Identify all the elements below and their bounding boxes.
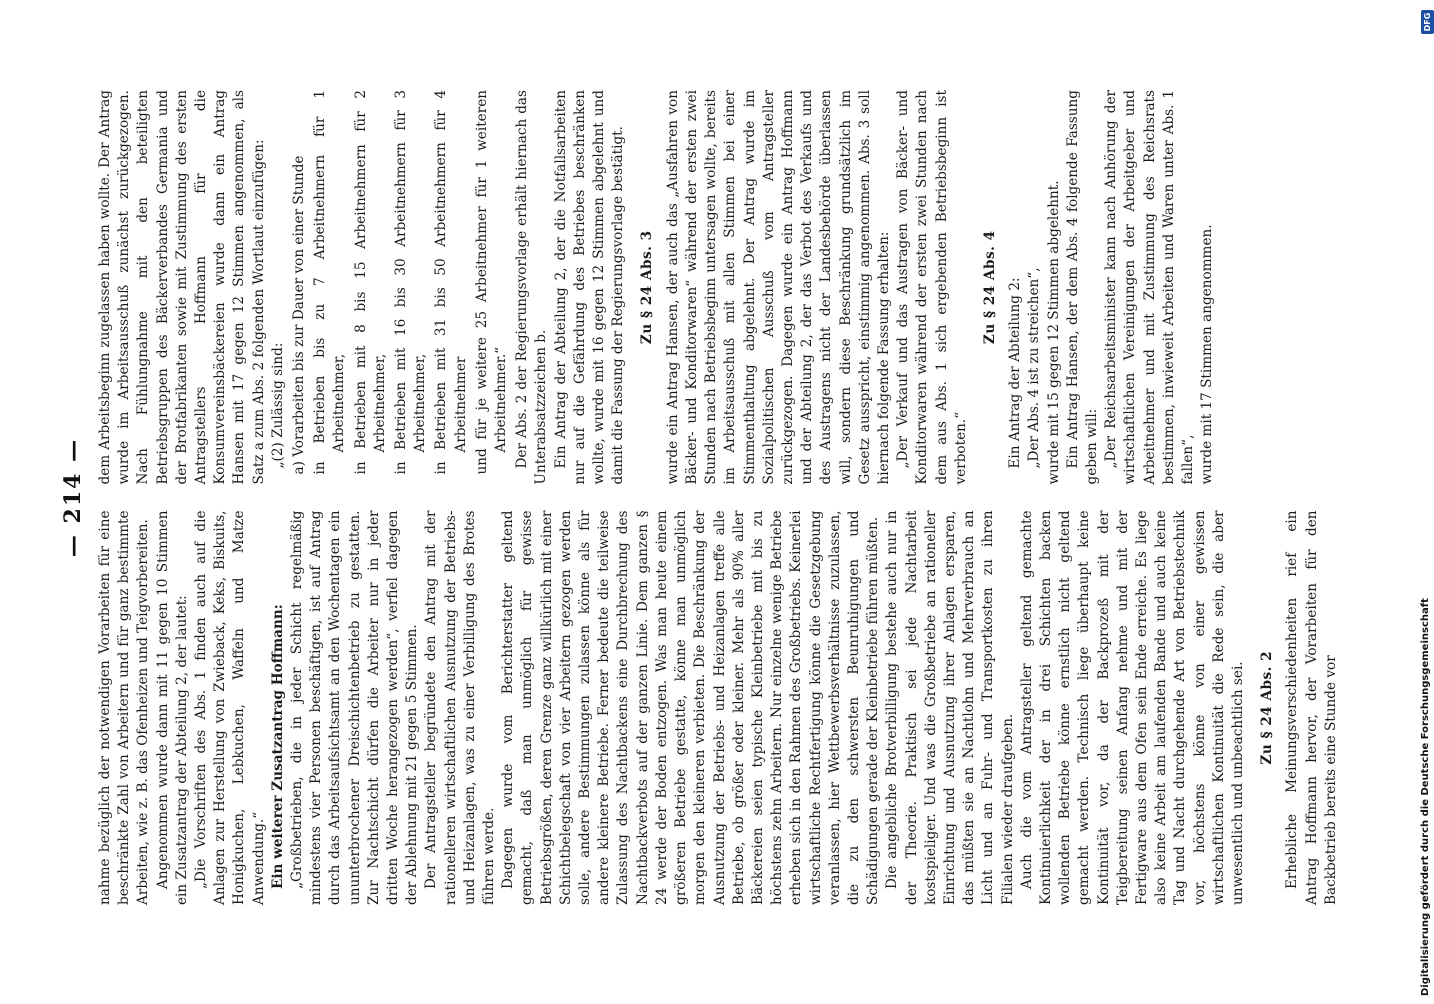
text-columns [96, 90, 1341, 905]
quote-paragraph: „Die Vorschriften des Abs. 1 finden auch auf die Anlagen zur Herstellung von Zwieback, Keks, Biskuits, Honigkuchen, Lebkuchen, Waffeln und Matze Anwendung.“ [193, 510, 267, 905]
funding-note-text: Digitalisierung gefördert durch die Deutsche Forschungsgemeinschaft [1420, 598, 1431, 996]
paragraph: wurde mit 15 gegen 12 Stimmen abgelehnt. [1045, 180, 1062, 485]
right-column [96, 90, 1341, 485]
list-item: a) Vorarbeiten bis zur Dauer von einer Stunde [291, 155, 308, 475]
quote-paragraph: „Der Abs. 4 ist zu streichen“, [1026, 267, 1043, 469]
paragraph: wurde ein Antrag Hansen, der auch das „Ausfahren von Bäcker- und Konditorwaren“ während der ersten zwei Stunden nach Betriebsbeginn untersagen wollte, bereits im Arbeitsausschuß mit allen Stimmen bei einer Stimmenthaltung abgelehnt. Der Antrag wurde im Sozialpolitischen Ausschuß vom Antragsteller zurückgezogen. Dagegen wurde ein Antrag Hoffmann und der Abteilung 2, der das Verbot des Verkaufs und des Austragens nicht der Landesbehörde überlassen will, sondern diese Beschränkung grundsätzlich im Gesetz ausspricht, einstimmig angenommen. Abs. 3 soll hiernach folgende Fassung erhalten: [664, 90, 892, 485]
section-heading: Zu § 24 Abs. 2 [1259, 650, 1276, 765]
provision-list [290, 90, 511, 475]
paragraph: wurde mit 17 Stimmen angenommen. [1199, 224, 1216, 485]
list-item: in Betrieben mit 31 bis 50 Arbeitnehmern für 4 Arbeitnehmer [433, 90, 469, 475]
list-item: in Betrieben mit 16 bis 30 Arbeitnehmern für 3 Arbeitnehmer, [393, 90, 429, 475]
paragraph: Erhebliche Meinungsverschiedenheiten rief ein Antrag Hoffmann hervor, der Vorarbeiten für den Backbetrieb bereits eine Stunde vor [1284, 510, 1339, 905]
paragraph: Auch die vom Antragsteller geltend gemachte Kontinuierlichkeit der in drei Schichten backen wollenden Betriebe könne ernstlich nicht geltend gemacht werden. Technisch liege überhaupt keine Kontinuität vor, da der Backprozeß mit der Teigbereitung seinen Anfang nehme und mit der Fertigware aus dem Ofen sein Ende erreiche. Es liege also keine Arbeit am laufenden Bande und auch keine Tag und Nacht durchgehende Art von Betriebstechnik vor, höchstens könne von einer gewissen wirtschaftlichen Kontinuität die Rede sein, die aber unwesentlich und unbeachtlich sei. [1018, 510, 1246, 905]
quote-paragraph: „Der Verkauf und das Austragen von Bäcker- und Konditorwaren während der ersten zwei Stunden nach dem aus Abs. 1 sich ergebenden Betriebsbeginn ist verboten.“ [895, 90, 969, 485]
section-heading: Zu § 24 Abs. 3 [639, 230, 656, 345]
left-column [96, 511, 1341, 906]
paragraph: Ein Antrag Hansen, der dem Abs. 4 folgende Fassung geben will: [1064, 90, 1100, 485]
dfg-logo [1421, 10, 1434, 34]
page-number: — 214 — [60, 437, 86, 558]
funding-note [1420, 4, 1434, 1000]
dfg-logo-text: DFG [1423, 12, 1432, 32]
subheading: Ein weiterer Zusatzantrag Hoffmann: [269, 604, 286, 889]
paragraph: Der Antragsteller begründete den Antrag mit der rationelleren wirtschaftlichen Ausnutzung der Betriebs- und Heizanlagen, was zu einer Verbilligung des Brotes führen werde. [423, 510, 498, 905]
paragraph: dem Arbeitsbeginn zugelassen haben wollte. Der Antrag wurde im Arbeitsausschuß zunächst zurückgezogen. Nach Fühlungnahme mit den beteiligten Betriebsgruppen des Bäckerverbandes Germania und der Brotfabrikanten sowie mit Zustimmung des ersten Antragstellers Hoffmann für die Konsumvereinsbäckereien wurde dann ein Antrag Hansen mit 17 gegen 12 Stimmen angenommen, als Satz a zum Abs. 2 folgenden Wortlaut einzufügen: [97, 90, 267, 485]
paragraph: Ein Antrag der Abteilung 2: [1007, 277, 1024, 469]
section-heading: Zu § 24 Abs. 4 [981, 230, 998, 345]
quote-paragraph: „Der Reichsarbeitsminister kann nach Anhörung der wirtschaftlichen Vereinigungen der Arbeitgeber und Arbeitnehmer und mit Zustimmung des Reichsrats bestimmen, inwieweit Arbeiten und Waren unter Abs. 1 fallen“, [1103, 90, 1196, 485]
list-item: in Betrieben bis zu 7 Arbeitnehmern für 1 Arbeitnehmer, [312, 90, 348, 475]
paragraph: Angenommen wurde dann mit 11 gegen 10 Stimmen ein Zusatzantrag der Abteilung 2, der lautet: [154, 510, 190, 905]
paragraph: Der Abs. 2 der Regierungsvorlage erhält hiernach das Unterabsatzzeichen b. [514, 90, 550, 485]
list-item: in Betrieben mit 8 bis 15 Arbeitnehmern für 2 Arbeitnehmer, [352, 90, 388, 475]
paragraph: Ein Antrag der Abteilung 2, der die Notfallsarbeiten nur auf die Gefährdung des Betriebes beschränken wollte, wurde mit 16 gegen 12 Stimmen abgelehnt und damit die Fassung der Regierungsvorlage bestätigt. [552, 90, 627, 485]
paragraph: Die angebliche Brotverbilligung bestehe auch nur in der Theorie. Praktisch sei jede Nachtarbeit kostspieliger. Und was die Großbetriebe an rationeller Einrichtung und Ausnutzung ihrer Anlagen ersparen, das müßten sie an Nachtlohn und Mehrverbrauch an Licht und an Fuhr- und Transportkosten zu ihren Filialen wieder draufgeben. [884, 510, 1016, 905]
quote-paragraph: „Großbetrieben, die in jeder Schicht regelmäßig mindestens vier Personen beschäftigen, ist auf Antrag durch das Arbeitsaufsichtsamt an den Wochentagen ein ununterbrochener Dreischichtenbetrieb zu gestatten. Zur Nachtschicht dürfen die Arbeiter nur in jeder dritten Woche herangezogen werden“, verfiel dagegen der Ablehnung mit 21 gegen 5 Stimmen. [289, 510, 421, 905]
list-item: und für je weitere 25 Arbeitnehmer für 1 weiteren Arbeitnehmer.“ [473, 90, 510, 475]
quote-paragraph: „(2) Zulässig sind: [269, 342, 286, 469]
paragraph: nahme bezüglich der notwendigen Vorarbeiten für eine beschränkte Zahl von Arbeitern und für ganz bestimmte Arbeiten, wie z. B. das Ofenheizen und Teigvorbereiten. [97, 510, 152, 905]
paragraph: Dagegen wurde vom Berichterstatter geltend gemacht, daß man unmöglich für gewisse Betriebsgrößen, deren Grenze ganz willkürlich mit einer Schichtbelegschaft von vier Arbeitern gezogen werden solle, andere Bestimmungen zulassen könne als für andere kleinere Betriebe. Ferner bedeute die teilweise Zulassung des Nachtbackens eine Durchbrechung des Nachtbackverbots auf der ganzen Linie. Dem ganzen § 24 werde der Boden entzogen. Was man heute einem größeren Betriebe gestatte, könne man unmöglich morgen den kleineren verbieten. Die Beschränkung der Ausnutzung der Betriebs- und Heizanlagen treffe alle Betriebe, ob größer oder kleiner. Mehr als 90% aller Bäckereien seien typische Kleinbetriebe mit bis zu höchstens zehn Arbeitern. Nur einzelne wenige Betriebe erheben sich in den Rahmen des Großbetriebs. Keinerlei wirtschaftliche Rechtfertigung könne die Gesetzgebung veranlassen, hier Wettbewerbsverhältnisse zuzulassen, die zu den schwersten Beunruhigungen und Schädigungen gerade der Kleinbetriebe führen müßten. [500, 510, 882, 905]
